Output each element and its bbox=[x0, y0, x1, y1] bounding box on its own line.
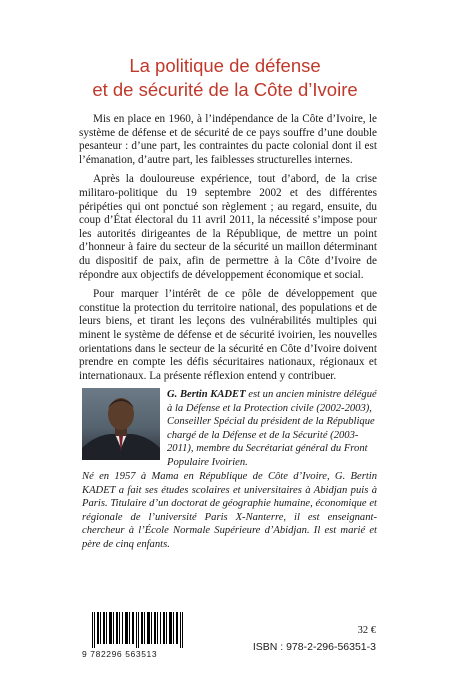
author-photo bbox=[82, 388, 160, 460]
title-line-1: La politique de défense bbox=[129, 55, 321, 76]
author-name: G. Bertin KADET bbox=[167, 389, 246, 400]
blurb bbox=[79, 113, 377, 389]
author-bio-2: Né en 1957 à Mama en République de Côte d’Ivoire, G. Bertin KADET a fait ses études scolaires et universitaires à Abidjan puis à Paris. Titulaire d’un doctorat de géographie humaine, économique et régionale de l’université Paris X-Nanterre, il est enseignant-chercheur à l’École Normale Supérieure d’Abidjan. Il est marié et père de cinq enfants. bbox=[82, 471, 377, 550]
blurb-paragraph-3: Pour marquer l’intérêt de ce pôle de développement que constitue la protection du territoire national, des populations et de leurs biens, et tirant les leçons des vulnérabilités multiples qui minent le système de défense et de sécurité ivoirien, les nouvelles orientations dans le secteur de la sécurité en Côte d’Ivoire doivent prendre en compte les défis sécuritaires nationaux, régionaux et internationaux. La présente réflexion entend y contribuer. bbox=[79, 288, 377, 382]
barcode-block bbox=[82, 612, 192, 660]
title-line-2: et de sécurité de la Côte d’Ivoire bbox=[92, 79, 358, 100]
blurb-paragraph-1: Mis en place en 1960, à l’indépendance de la Côte d’Ivoire, le système de défense et de sécurité de ce pays souffre d’une double pesanteur : d’une part, les contraintes du pacte colonial dont il est l’émanation, d’autre part, les faiblesses structurelles internes. bbox=[79, 113, 377, 166]
barcode-digits: 9 782296 563513 bbox=[82, 649, 158, 659]
author-bio-intro bbox=[167, 388, 377, 470]
isbn: ISBN : 978-2-296-56351-3 bbox=[252, 641, 376, 653]
barcode-icon bbox=[92, 612, 184, 648]
author-bio-details bbox=[82, 470, 377, 552]
book-title bbox=[0, 54, 450, 102]
blurb-paragraph-2: Après la douloureuse expérience, tout d’abord, de la crise militaro-politique du 19 septembre 2002 et des différentes péripéties qui ont ponctué son règlement ; au regard, ensuite, du coup d’État électoral du 11 avril 2011, la nécessité s’impose pour les autorités dirigeantes de la République, de mettre un point d’honneur à faire du secteur de la sécurité un maillon déterminant du dispositif de paix, afin de permettre à la Côte d’Ivoire de répondre aux objectifs de développement économique et social. bbox=[79, 173, 377, 281]
price: 32 € bbox=[357, 625, 376, 636]
author-bio-1: est un ancien ministre délégué à la Défense et la Protection civile (2002-2003), Conseiller Spécial du président de la République chargé de la Défense et de la Sécurité (2003-2011), membre du Secrétariat général du Front Populaire Ivoirien. bbox=[167, 389, 377, 468]
